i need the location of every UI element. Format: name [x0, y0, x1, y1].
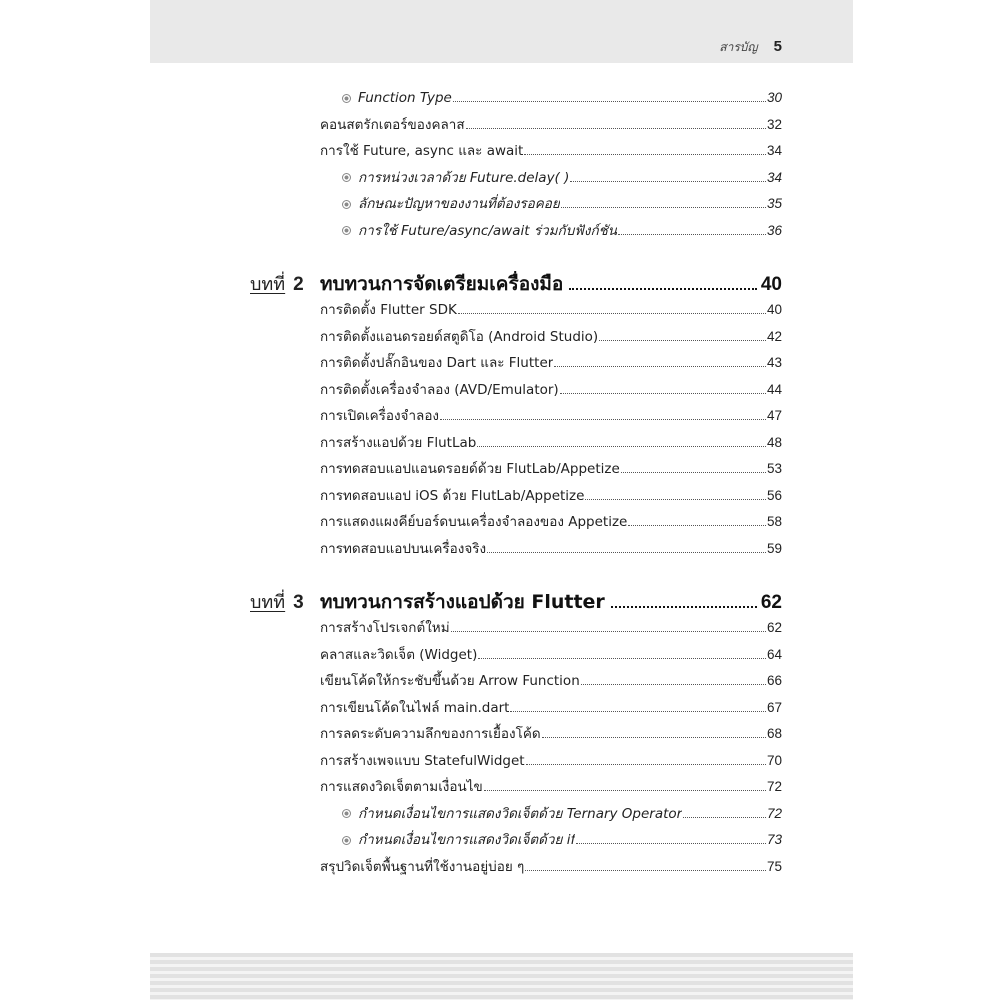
toc-entry — [250, 536, 782, 563]
toc-entry-page: 68 — [766, 726, 782, 741]
dot-leader — [585, 499, 766, 500]
dot-leader — [487, 552, 766, 553]
toc-subentry — [250, 165, 782, 192]
toc-section — [250, 85, 782, 244]
toc-entry-title: การติดตั้งเครื่องจำลอง (AVD/Emulator) — [320, 381, 559, 398]
toc-entry-title: สรุปวิดเจ็ตพื้นฐานที่ใช้งานอยู่บ่อย ๆ — [320, 858, 525, 875]
dot-leader — [525, 870, 766, 871]
dot-leader — [599, 340, 766, 341]
toc-entry-title: การติดตั้งปลั๊กอินของ Dart และ Flutter — [320, 355, 554, 371]
dot-leader — [554, 366, 766, 367]
toc-section — [250, 589, 782, 881]
toc-entry-title: กำหนดเงื่อนไขการแสดงวิดเจ็ตด้วย if — [358, 832, 576, 848]
toc-entry — [250, 377, 782, 404]
toc-entry-page: 32 — [766, 116, 782, 132]
page-number: 5 — [773, 38, 782, 55]
toc-entry-title: เขียนโค้ดให้กระชับขึ้นด้วย Arrow Function — [320, 673, 580, 689]
toc-entry — [250, 748, 782, 775]
toc-entry-page: 66 — [766, 673, 782, 688]
toc-entry-page: 62 — [766, 620, 782, 635]
chapter-heading — [250, 589, 782, 616]
dot-leader — [510, 711, 765, 712]
toc-entry-title: คลาสและวิดเจ็ต (Widget) — [320, 646, 478, 663]
toc-entry-page: 73 — [766, 832, 782, 847]
chapter-heading — [250, 271, 782, 298]
bullet-icon — [342, 173, 351, 182]
dot-leader — [466, 128, 766, 129]
toc-entry-page: 59 — [766, 540, 782, 556]
toc-section — [250, 271, 782, 563]
toc-entry-title: การทดสอบแอป iOS ด้วย FlutLab/Appetize — [320, 487, 585, 504]
toc-entry — [250, 297, 782, 324]
toc-entry-page: 56 — [766, 487, 782, 503]
dot-leader — [683, 817, 766, 818]
toc-entry-page: 75 — [766, 858, 782, 874]
toc-entry-title: กำหนดเงื่อนไขการแสดงวิดเจ็ตด้วย Ternary Operator — [358, 805, 683, 822]
toc-entry-title: การใช้ Future/async/await ร่วมกับฟังก์ชัน — [358, 222, 618, 239]
dot-leader — [576, 843, 766, 844]
dot-leader — [453, 101, 766, 102]
dot-leader — [570, 181, 766, 182]
toc-entry-page: 42 — [766, 328, 782, 344]
chapter-title: ทบทวนการจัดเตรียมเครื่องมือ — [320, 272, 564, 295]
toc-entry-page: 58 — [766, 514, 782, 529]
toc-entry — [250, 695, 782, 722]
page-footer-band — [150, 953, 853, 1000]
chapter-page-number: 40 — [760, 273, 782, 295]
toc-entry — [250, 456, 782, 483]
toc-entry-title: การเขียนโค้ดในไฟล์ main.dart — [320, 699, 510, 716]
toc-entry-page: 72 — [766, 805, 782, 821]
toc-entry-title: การแสดงแผงคีย์บอร์ดบนเครื่องจำลองของ Appetize — [320, 514, 628, 530]
bullet-icon — [342, 94, 351, 103]
toc-entry — [250, 774, 782, 801]
toc-entry-page: 48 — [766, 434, 782, 450]
dot-leader — [451, 631, 766, 632]
chapter-title: ทบทวนการสร้างแอปด้วย Flutter — [320, 590, 605, 613]
toc-entry-title: การหน่วงเวลาด้วย Future.delay( ) — [358, 169, 570, 186]
toc-entry-page: 72 — [766, 779, 782, 794]
toc-entry-title: การลดระดับความลึกของการเยื้องโค้ด — [320, 726, 541, 742]
toc-entry-title: การใช้ Future, async และ await — [320, 143, 524, 159]
dot-leader — [561, 207, 766, 208]
toc-entry — [250, 721, 782, 748]
toc-entry-title: การสร้างแอปด้วย FlutLab — [320, 434, 477, 451]
dot-leader — [618, 234, 766, 235]
toc-entry-page: 64 — [766, 646, 782, 662]
chapter-label-group — [250, 272, 320, 299]
toc-entry-page: 36 — [766, 222, 782, 238]
toc-entry-title: คอนสตรักเตอร์ของคลาส — [320, 116, 465, 133]
toc-entry-title: การแสดงวิดเจ็ตตามเงื่อนไข — [320, 779, 483, 795]
toc-entry — [250, 112, 782, 139]
toc-entry — [250, 642, 782, 669]
dot-leader — [542, 737, 766, 738]
toc-entry — [250, 483, 782, 510]
chapter-number: 3 — [293, 591, 304, 613]
toc-entry-title: การสร้างเพจแบบ StatefulWidget — [320, 752, 525, 769]
toc-entry-title: การทดสอบแอปบนเครื่องจริง — [320, 540, 487, 557]
toc-entry-title: การทดสอบแอปแอนดรอยด์ด้วย FlutLab/Appetize — [320, 461, 620, 477]
toc-entry — [250, 668, 782, 695]
toc-entry-page: 40 — [766, 302, 782, 317]
bullet-icon — [342, 226, 351, 235]
dot-leader — [524, 154, 766, 155]
dot-leader — [611, 606, 757, 608]
toc-subentry — [250, 801, 782, 828]
toc-entry — [250, 509, 782, 536]
dot-leader — [440, 419, 766, 420]
dot-leader — [581, 684, 766, 685]
toc-subentry — [250, 191, 782, 218]
toc-entry-title: การติดตั้ง Flutter SDK — [320, 302, 457, 318]
dot-leader — [569, 288, 757, 290]
toc-entry — [250, 138, 782, 165]
toc-entry-page: 70 — [766, 752, 782, 768]
chapter-label-group — [250, 590, 320, 617]
chapter-page-number: 62 — [760, 591, 782, 613]
bullet-icon — [342, 836, 351, 845]
dot-leader — [477, 446, 766, 447]
running-header-title: สารบัญ — [719, 40, 758, 54]
toc-entry-page: 34 — [766, 169, 782, 185]
dot-leader — [458, 313, 766, 314]
dot-leader — [484, 790, 766, 791]
dot-leader — [478, 658, 766, 659]
chapter-label: บทที่ — [250, 591, 286, 613]
toc-entry-page: 47 — [766, 408, 782, 423]
toc-entry-page: 53 — [766, 461, 782, 476]
table-of-contents — [250, 85, 782, 880]
dot-leader — [628, 525, 766, 526]
toc-entry — [250, 615, 782, 642]
toc-entry-page: 43 — [766, 355, 782, 370]
toc-entry-title: การสร้างโปรเจกต์ใหม่ — [320, 620, 450, 636]
toc-entry-page: 35 — [766, 196, 782, 211]
toc-entry — [250, 430, 782, 457]
toc-entry — [250, 324, 782, 351]
toc-subentry — [250, 85, 782, 112]
toc-subentry — [250, 218, 782, 245]
toc-entry-page: 34 — [766, 143, 782, 158]
toc-entry-page: 30 — [766, 90, 782, 105]
toc-entry — [250, 403, 782, 430]
toc-entry-title: ลักษณะปัญหาของงานที่ต้องรอคอย — [358, 196, 560, 212]
toc-entry-page: 44 — [766, 381, 782, 397]
toc-entry — [250, 350, 782, 377]
toc-entry-title: Function Type — [358, 90, 452, 106]
page-header-band — [150, 0, 853, 63]
toc-entry-title: การเปิดเครื่องจำลอง — [320, 408, 440, 424]
toc-entry-title: การติดตั้งแอนดรอยด์สตูดิโอ (Android Studio) — [320, 328, 599, 345]
dot-leader — [526, 764, 766, 765]
bullet-icon — [342, 809, 351, 818]
toc-subentry — [250, 827, 782, 854]
dot-leader — [560, 393, 766, 394]
chapter-label: บทที่ — [250, 273, 286, 295]
dot-leader — [621, 472, 766, 473]
bullet-icon — [342, 200, 351, 209]
chapter-number: 2 — [293, 273, 304, 295]
toc-entry-page: 67 — [766, 699, 782, 715]
toc-entry — [250, 854, 782, 881]
running-header — [719, 38, 782, 57]
